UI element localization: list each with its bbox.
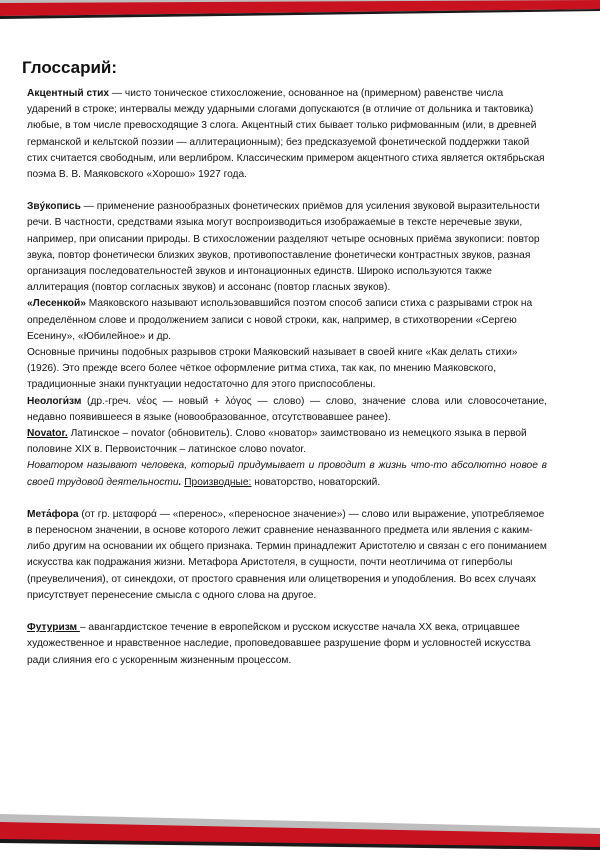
term-accent-verse: Акцентный стих xyxy=(27,88,110,99)
page-title: Глоссарий: xyxy=(22,58,118,77)
term-novator: Novator. xyxy=(27,428,68,440)
term-futurism: Футуризм xyxy=(27,622,80,634)
term-ladder: «Лесенкой» xyxy=(27,298,86,310)
definition-accent-verse: — чисто тоническое стихосложение, основанное на (примерном) равенстве числа ударений в строке; интервалы между ударными слогами допускаются (в отличие от дольника и тактовика) любые, в том числе превосходящие 3 слога. Акцентный стих бывает только рифмованным (или, в древней германской и кельтской поэзии — аллитерационным); без предсказуемой фонетической поддержки такой стих считается свободным, или верлибром. Классическим примером акцентного стиха является октябрьская поэма В. В. Маяковского «Хорошо» 1927 года. xyxy=(27,88,545,181)
bottom-band-graphic xyxy=(0,812,600,852)
definition-neologism: (др.-греч. νέος — новый + λόγος — слово) — слово, значение слова или словосочетание, недавно появившееся в языке (новообразованное, отсутствовавшее ранее). xyxy=(27,395,547,423)
bottom-decorative-band xyxy=(0,812,600,852)
entry-futurism xyxy=(27,620,547,669)
novator-italic-definition: Новатором называют человека, который придумывает и проводит в жизнь что-то абсолютно новое в своей трудовой деятельности xyxy=(27,460,547,488)
entry-accent-verse xyxy=(27,86,547,183)
top-band-graphic xyxy=(0,0,600,20)
term-sound-writing: Звýкопись xyxy=(27,201,81,213)
term-neologism: Неологи́зм xyxy=(27,395,82,407)
entry-sound-writing xyxy=(27,199,547,296)
definition-sound-writing: — применение разнообразных фонетических приёмов для усиления звуковой выразительности речи. В частности, средствами языка могут воспроизводиться изображаемые в тексте неречевые звуки, например, при описании природы. В стихосложении разделяют четыре основных приёма звукописи: повтор звука, повтор фонетически близких звуков, противопоставление фонетически контрастных звуков, разная организация последовательностей звуков и интонационных единств. Широко используются также аллитерация (повтор согласных звуков) и ассонанс (повтор гласных звуков). xyxy=(27,201,540,294)
definition-novator: Латинское – novator (обновитель). Слово «новатор» заимствовано из немецкого языка в первой половине XIX в. Первоисточник – латинское слово novator. xyxy=(27,428,527,456)
glossary-body xyxy=(27,86,547,669)
entry-novator-usage xyxy=(27,458,547,490)
definition-ladder-reasons: Основные причины подобных разрывов строки Маяковский называет в своей книге «Как делать стихи» (1926). Это прежде всего более чёткое оформление ритма стиха, так как, по мнению Маяковского, традиционные знаки пунктуации недостаточно для этого приспособлены. xyxy=(27,347,518,391)
entry-ladder xyxy=(27,296,547,345)
novator-italic-period: . xyxy=(178,476,182,488)
term-metaphor: Мета́фора xyxy=(27,508,79,520)
definition-futurism: – авангардистское течение в европейском и русском искусстве начала XX века, отрицавшее художественное и нравственное наследие, проповедовавшее разрушение форм и условностей искусства ради слияния его с ускоренным жизненным процессом. xyxy=(27,622,531,666)
entry-neologism xyxy=(27,394,547,426)
definition-metaphor: (от гр. μεταφορά — «перенос», «переносное значение») — слово или выражение, употребляемое в переносном значении, в основе которого лежит сравнение неназванного предмета или явления с каким-либо другим на основании их общего признака. Термин принадлежит Аристотелю и связан с его пониманием искусства как подражания жизни. Метафора Аристотеля, в сущности, почти неотличима от гиперболы (преувеличения), от синекдохи, от простого сравнения или олицетворения и уподобления. Во всех случаях присутствует перенесение смысла с одного слова на другое. xyxy=(27,508,547,601)
top-decorative-band xyxy=(0,0,600,20)
definition-ladder: Маяковского называют использовавшийся поэтом способ записи стиха с разрывами строк на определённом слове и продолжением записи с новой строки, как, например, в стихотворении «Сергею Есенину», «Юбилейное» и др. xyxy=(27,298,533,342)
novator-derivatives: новаторство, новаторский. xyxy=(251,476,381,488)
entry-novator xyxy=(27,426,547,458)
entry-ladder-reasons xyxy=(27,345,547,394)
entry-metaphor xyxy=(27,507,547,604)
novator-derivatives-label: Производные: xyxy=(184,476,252,488)
